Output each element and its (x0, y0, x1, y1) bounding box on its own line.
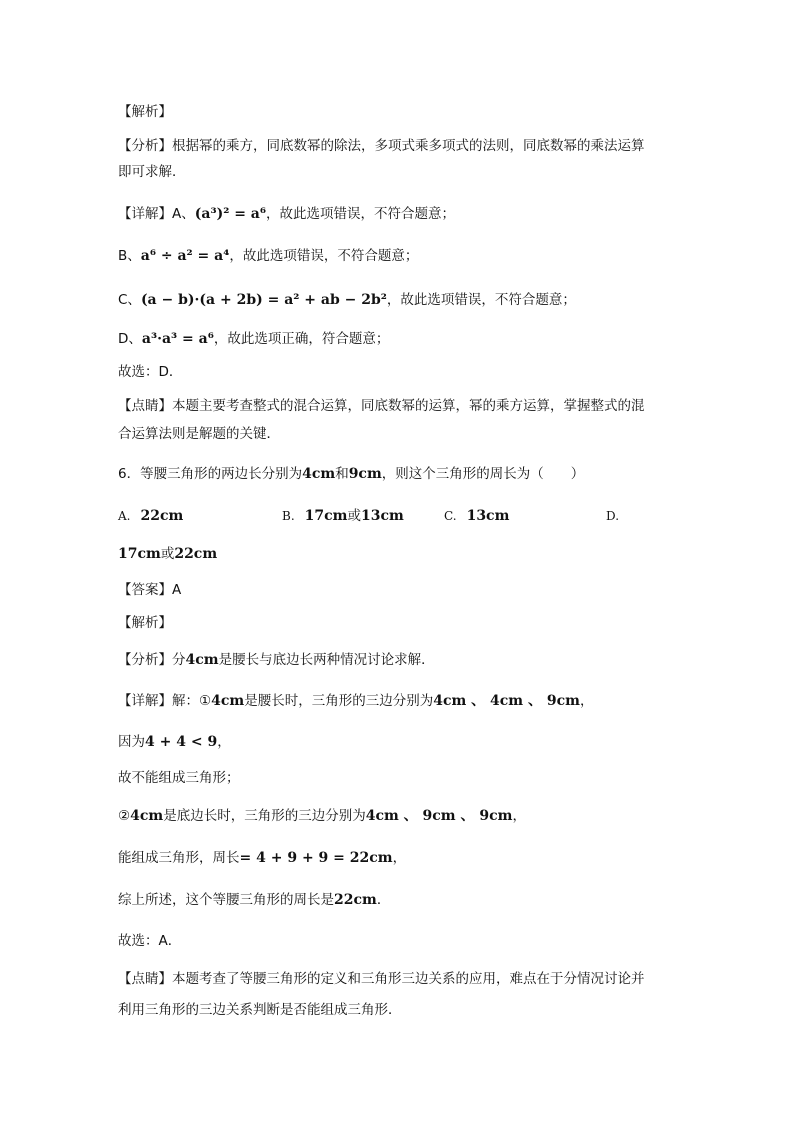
q6-stem-pre: 6．等腰三角形的两边长分别为 (118, 466, 303, 482)
because-end: ， (217, 734, 231, 750)
option-b-label: B. (282, 509, 295, 523)
because-math: 4 + 4 < 9 (145, 734, 218, 750)
q5-d-text: ，故此选项正确，符合题意； (213, 331, 390, 347)
q5-jiexi-heading: 【解析】 (118, 104, 172, 120)
case2-end: ， (512, 808, 526, 824)
case2-pre: ② (118, 808, 131, 824)
q5-b-text: ，故此选项错误，不符合题意； (229, 248, 419, 264)
can-pre: 能组成三角形，周长 (118, 850, 240, 866)
option-b-value1: 17cm (304, 508, 348, 524)
q6-stem (118, 464, 584, 484)
q5-a-text: ，故此选项错误，不符合题意； (266, 206, 456, 222)
q5-a-prefix: 【详解】A、 (118, 206, 195, 222)
case2-sides: 4cm 、 9cm 、 9cm (365, 808, 513, 824)
q6-option-d-content (118, 544, 217, 564)
q6-stem-mid: 和 (335, 466, 349, 482)
q6-because (118, 732, 231, 752)
can-math: = 4 + 9 + 9 = 22cm (239, 850, 393, 866)
q6-remark-line2: 利用三角形的三边关系判断是否能组成三角形． (118, 1002, 402, 1018)
q6-analysis (118, 650, 435, 670)
q5-b-math: a⁶ ÷ a² = a⁴ (140, 248, 230, 264)
q6-analysis-pre: 【分析】分 (118, 652, 186, 668)
q6-option-c (444, 506, 509, 526)
q5-detail-b (118, 246, 418, 266)
q5-d-prefix: D、 (118, 331, 142, 347)
q6-remark-line1: 【点睛】本题考查了等腰三角形的定义和三角形三边关系的应用，难点在于分情况讨论并 (118, 971, 645, 987)
q5-c-prefix: C、 (118, 292, 141, 308)
option-c-label: C. (444, 509, 457, 523)
q6-detail-case1 (118, 691, 593, 711)
case2-math: 4cm (130, 808, 164, 824)
q6-summary (118, 890, 390, 910)
q5-remark-line2: 合运算法则是解题的关键． (118, 426, 280, 442)
q6-can-form (118, 848, 406, 868)
option-c-value: 13cm (466, 508, 510, 524)
case1-end: ， (579, 693, 594, 709)
q6-stem-post: ，则这个三角形的周长为（ ） (381, 466, 585, 482)
q6-option-b (282, 506, 404, 526)
q6-analysis-post: 是腰长与底边长两种情况讨论求解． (218, 652, 435, 668)
q5-detail-d (118, 329, 389, 349)
summary-math: 22cm (334, 892, 377, 908)
q5-c-math: (a − b)·(a + 2b) = a² + ab − 2b² (140, 292, 387, 308)
can-end: ， (392, 850, 407, 866)
q5-d-math: a³·a³ = a⁶ (141, 331, 214, 347)
summary-end: ． (376, 892, 391, 908)
option-a-label: A. (118, 509, 131, 523)
q6-answer: 【答案】A (118, 582, 182, 598)
option-a-value: 22cm (140, 508, 184, 524)
q6-detail-case2 (118, 806, 526, 826)
q6-choice: 故选：A． (118, 933, 182, 949)
q5-a-math: (a³)² = a⁶ (194, 206, 267, 222)
case2-mid: 是底边长时，三角形的三边分别为 (163, 808, 366, 824)
option-d-or: 或 (160, 546, 175, 562)
q5-analysis-line2: 即可求解． (118, 164, 186, 180)
q5-detail-a (118, 204, 455, 224)
q5-choice: 故选：D． (118, 364, 183, 380)
case1-pre: 【详解】解：① (118, 693, 212, 709)
q5-b-prefix: B、 (118, 248, 141, 264)
q6-jiexi-heading: 【解析】 (118, 615, 172, 631)
option-b-or: 或 (347, 508, 361, 524)
summary-pre: 综上所述，这个等腰三角形的周长是 (118, 892, 334, 908)
q6-option-a (118, 506, 183, 526)
option-b-value2: 13cm (360, 508, 404, 524)
q6-cannot: 故不能组成三角形； (118, 770, 240, 786)
q5-detail-c (118, 290, 576, 310)
q5-remark-line1: 【点睛】本题主要考查整式的混合运算，同底数幂的运算，幂的乘方运算，掌握整式的混 (118, 398, 645, 414)
case1-sides: 4cm 、 4cm 、 9cm (433, 693, 580, 709)
q6-stem-math2: 9cm (348, 466, 382, 482)
case1-math: 4cm (211, 693, 245, 709)
case1-mid: 是腰长时，三角形的三边分别为 (244, 693, 434, 709)
q6-option-d (606, 506, 629, 526)
q5-analysis-line1: 【分析】根据幂的乘方，同底数幂的除法，多项式乘多项式的法则，同底数幂的乘法运算 (118, 138, 645, 154)
option-d-value1: 17cm (118, 546, 161, 562)
option-d-label: D. (606, 509, 620, 523)
option-d-value2: 22cm (174, 546, 218, 562)
q6-stem-math1: 4cm (302, 466, 336, 482)
q5-c-text: ，故此选项错误，不符合题意； (386, 292, 576, 308)
because-pre: 因为 (118, 734, 145, 750)
q6-analysis-math: 4cm (185, 652, 219, 668)
